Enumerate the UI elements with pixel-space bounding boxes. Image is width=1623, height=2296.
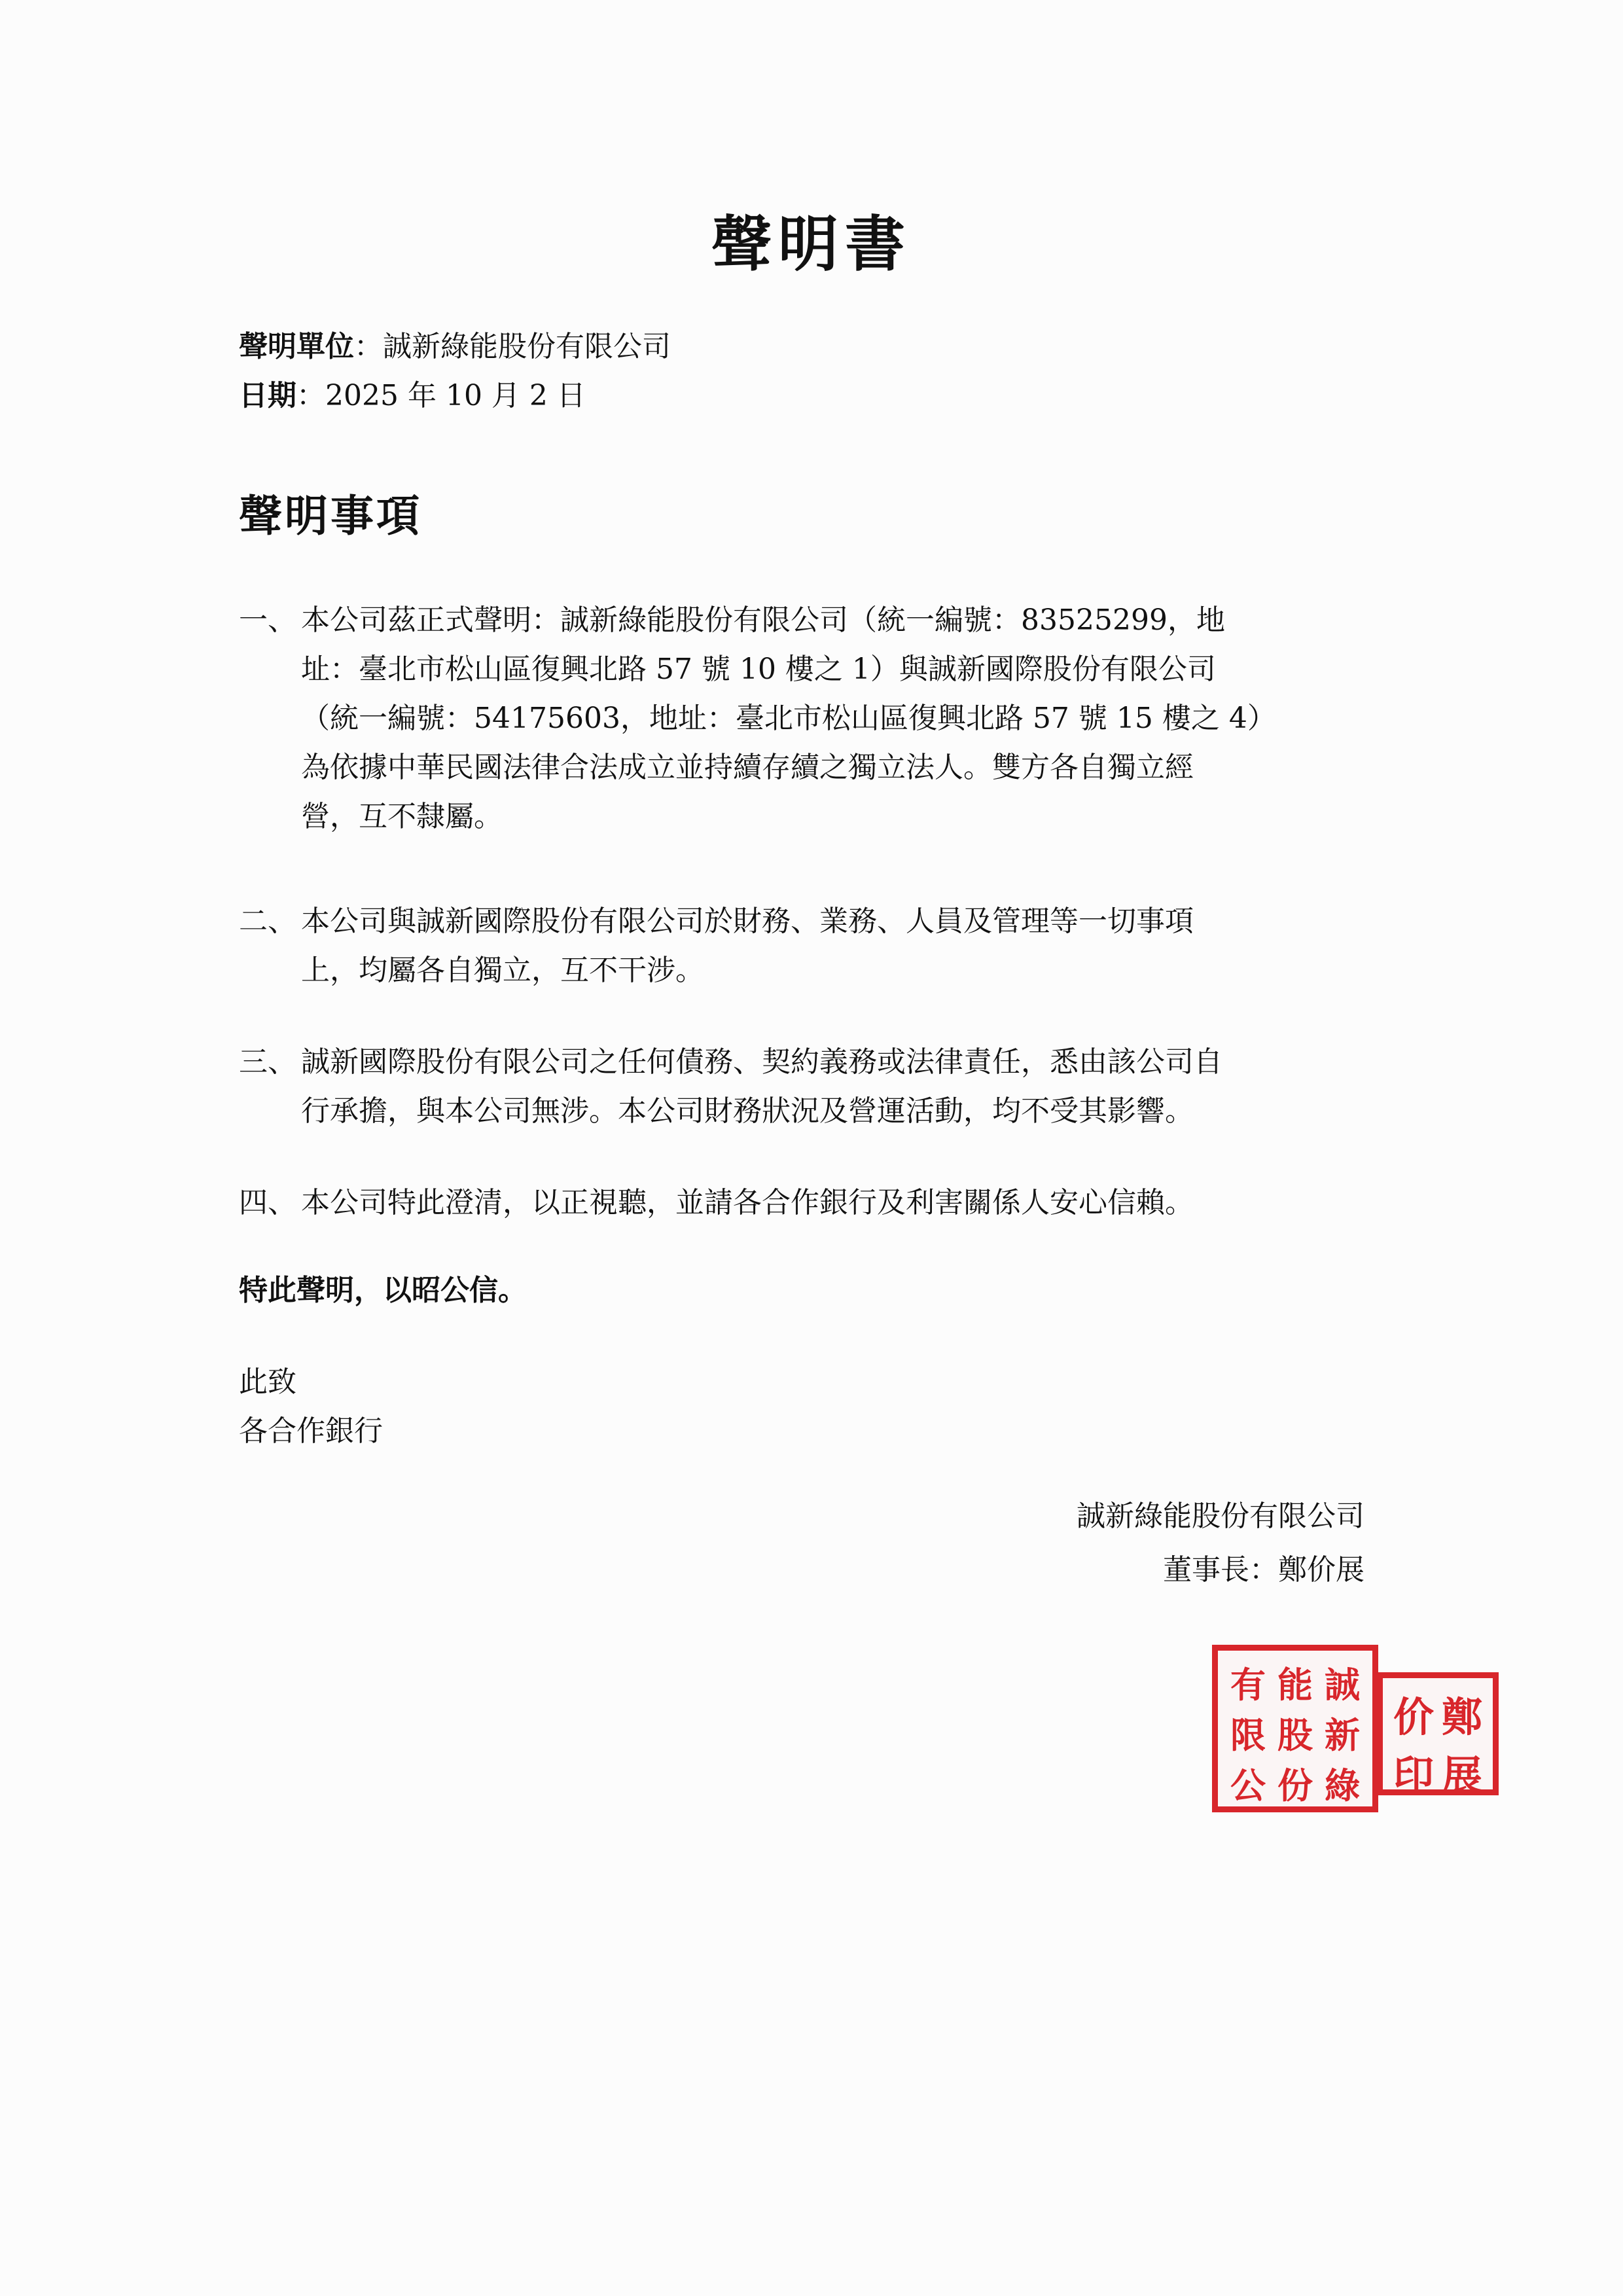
- seal-character: 誠: [1325, 1664, 1360, 1706]
- section-heading: 聲明事項: [239, 490, 422, 541]
- item-line: 誠新國際股份有限公司之任何債務、契約義務或法律責任，悉由該公司自: [301, 1045, 1222, 1079]
- seal-character: 价: [1393, 1693, 1434, 1741]
- item-line: 本公司特此澄清，以正視聽，並請各合作銀行及利害關係人安心信賴。: [301, 1186, 1194, 1219]
- item-line: 址：臺北市松山區復興北路 57 號 10 樓之 1）與誠新國際股份有限公司: [301, 653, 1216, 686]
- date-label: 日期: [239, 379, 296, 412]
- seal-character: 份: [1277, 1765, 1313, 1806]
- seal-character: 限: [1230, 1714, 1266, 1756]
- date-value: 2025 年 10 月 2 日: [325, 379, 586, 412]
- item-line: 營，互不隸屬。: [301, 800, 503, 833]
- item-number: 一、: [239, 603, 296, 637]
- signature-company: 誠新綠能股份有限公司: [1077, 1499, 1364, 1533]
- date-line: [239, 376, 586, 416]
- item-number: 四、: [239, 1186, 296, 1219]
- item-number: 三、: [239, 1045, 296, 1079]
- company-seal-grid: [1224, 1657, 1366, 1806]
- issuer-line: [239, 327, 671, 367]
- signature-chairman: 董事長：鄭价展: [1163, 1553, 1364, 1587]
- item-line: 上，均屬各自獨立，互不干涉。: [301, 954, 704, 987]
- salutation-line-2: 各合作銀行: [239, 1414, 383, 1448]
- issuer-value: 誠新綠能股份有限公司: [383, 330, 671, 363]
- seal-character: 印: [1393, 1751, 1434, 1799]
- document-title: 聲明書: [711, 209, 912, 279]
- seal-character: 新: [1325, 1714, 1360, 1756]
- issuer-label: 聲明單位: [239, 330, 354, 363]
- company-seal-stamp: [1212, 1645, 1378, 1812]
- item-line: 本公司茲正式聲明：誠新綠能股份有限公司（統一編號：83525299，地: [301, 603, 1225, 637]
- item-number: 二、: [239, 905, 296, 938]
- seal-character: 能: [1277, 1664, 1313, 1706]
- item-line: 行承擔，與本公司無涉。本公司財務狀況及營運活動，均不受其影響。: [301, 1094, 1194, 1128]
- salutation-line-1: 此致: [239, 1365, 296, 1399]
- chairman-seal-grid: [1389, 1685, 1486, 1799]
- seal-character: 股: [1277, 1714, 1313, 1756]
- date-colon: ：: [296, 379, 325, 412]
- seal-character: 鄭: [1441, 1693, 1482, 1741]
- item-line: 本公司與誠新國際股份有限公司於財務、業務、人員及管理等一切事項: [301, 905, 1194, 938]
- seal-character: 有: [1230, 1664, 1266, 1706]
- item-line: 為依據中華民國法律合法成立並持續存續之獨立法人。雙方各自獨立經: [301, 751, 1194, 784]
- statement-item-3: [239, 1037, 1364, 1136]
- chairman-seal-stamp: [1377, 1672, 1499, 1799]
- seal-character: 綠: [1325, 1765, 1360, 1806]
- closing-statement: 特此聲明，以昭公信。: [239, 1274, 527, 1307]
- statement-item-4: [239, 1178, 1364, 1227]
- seal-character: 公: [1230, 1765, 1266, 1806]
- statement-item-2: [239, 897, 1364, 995]
- statement-item-1: [239, 596, 1364, 841]
- item-line: （統一編號：54175603，地址：臺北市松山區復興北路 57 號 15 樓之 4）: [301, 702, 1276, 735]
- seal-character: 展: [1441, 1751, 1482, 1799]
- issuer-colon: ：: [354, 330, 383, 363]
